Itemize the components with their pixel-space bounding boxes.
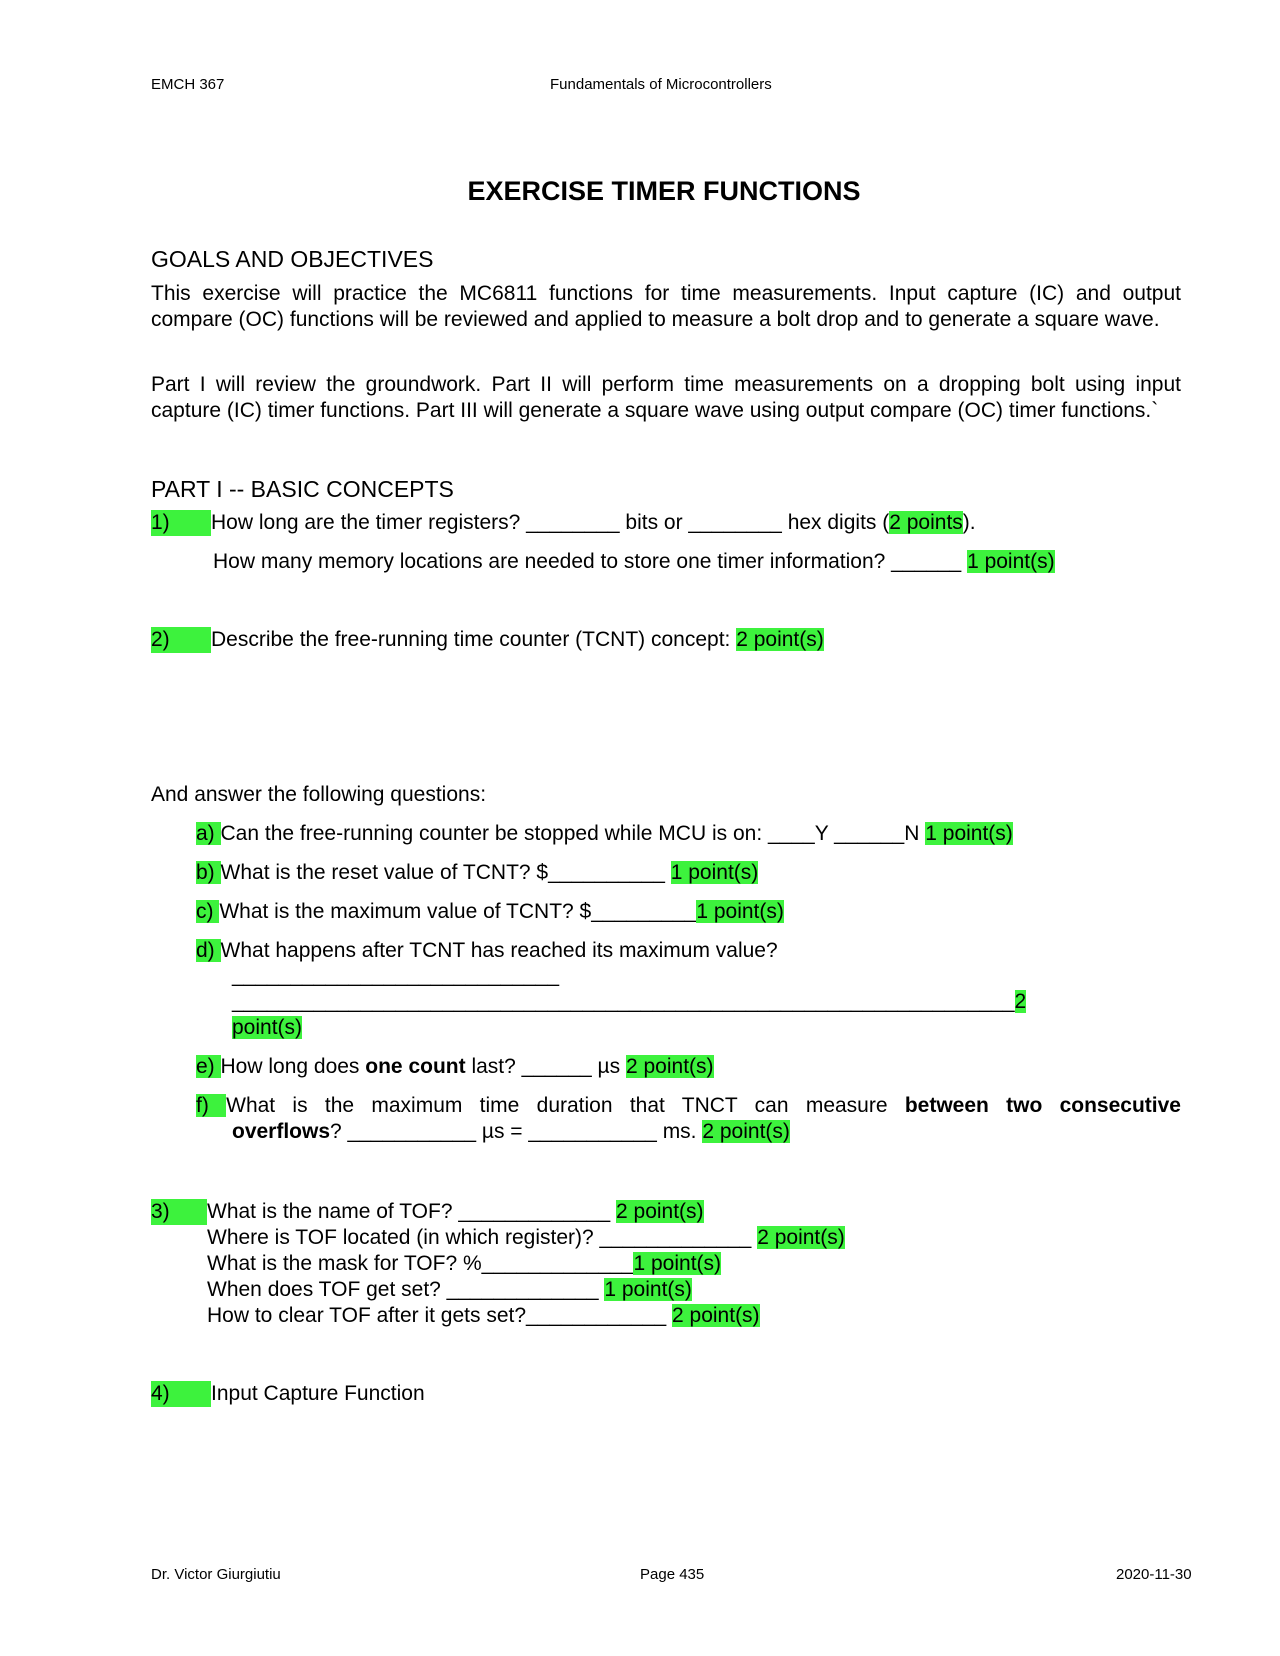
sub-text: What is the maximum value of TCNT? $_________ [219, 900, 697, 923]
points-badge: 1 point(s) [925, 822, 1013, 845]
points-badge: 2 point(s) [702, 1120, 790, 1143]
footer-page-number: Page 435 [640, 1566, 705, 1583]
sub-label: a) [196, 822, 221, 845]
sub-text-bold: one count [365, 1055, 466, 1078]
question-1 [151, 510, 976, 536]
question-4 [151, 1381, 425, 1407]
question-3-line [207, 1251, 721, 1277]
question-tail: ). [962, 511, 976, 534]
sub-label: c) [196, 900, 220, 923]
sub-text: How long does [220, 1055, 366, 1078]
points-badge: 2 point(s) [625, 1055, 714, 1078]
sub-text-post: last? ______ µs [465, 1055, 626, 1078]
sub-question-a [196, 821, 1013, 847]
sub-text-bold: overflows [232, 1120, 331, 1143]
sub-question-b [196, 860, 758, 886]
sub-text: What is the reset value of TCNT? $__________ [220, 861, 671, 884]
points-badge: 1 point(s) [604, 1278, 692, 1301]
question-text: What is the mask for TOF? %_____________ [207, 1252, 634, 1275]
question-text: Where is TOF located (in which register)? _____________ [207, 1226, 758, 1249]
points-badge: 1 point(s) [967, 550, 1055, 573]
question-text: When does TOF get set? _____________ [207, 1278, 605, 1301]
sub-question-d [196, 938, 778, 964]
sub-text: Can the free-running counter be stopped while MCU is on: ____Y ______N [220, 822, 926, 845]
question-text: How long are the timer registers? ________ bits or ________ hex digits ( [211, 511, 890, 534]
question-number: 2) [151, 627, 211, 653]
goals-heading: GOALS AND OBJECTIVES [151, 246, 434, 272]
question-1-line-2 [213, 549, 1055, 575]
sub-text: What is the maximum time duration that TNCT can measure [226, 1094, 905, 1117]
question-number: 4) [151, 1381, 211, 1407]
points-badge: 2 point(s) [616, 1200, 704, 1223]
question-number: 3) [151, 1199, 207, 1225]
points-badge: point(s) [232, 1016, 303, 1039]
question-2 [151, 627, 824, 653]
sub-question-f [196, 1093, 1181, 1119]
goals-paragraph-2: Part I will review the groundwork. Part II will perform time measurements on a dropping bolt using input capture (IC) timer functions. Part III will generate a square wave using output compare (OC) timer functions.` [151, 373, 1181, 422]
sub-text: What happens after TCNT has reached its maximum value? [220, 939, 778, 962]
sub-text-post: ? ___________ µs = ___________ ms. [330, 1120, 703, 1143]
question-3-line [207, 1199, 704, 1225]
points-badge: 2 point(s) [757, 1226, 845, 1249]
points-badge: 2 points [889, 511, 963, 534]
sub-question-e [196, 1054, 714, 1080]
question-text: What is the name of TOF? _____________ [207, 1200, 616, 1223]
sub-question-c [196, 899, 784, 925]
answer-line-text: ___________________________________________________________________ [232, 990, 1015, 1013]
goals-paragraph-1: This exercise will practice the MC6811 functions for time measurements. Input capture (IC) and output compare (OC) functions will be reviewed and applied to measure a bolt drop and to generate a square wave. [151, 282, 1181, 331]
points-badge: 2 point(s) [736, 628, 824, 651]
footer-author: Dr. Victor Giurgiutiu [151, 1566, 281, 1583]
question-3-line [207, 1225, 845, 1251]
answer-line [232, 989, 1026, 1015]
page-title: EXERCISE TIMER FUNCTIONS [467, 176, 861, 206]
sub-label: f) [196, 1094, 227, 1117]
question-3-number [151, 1199, 207, 1225]
header-course: EMCH 367 [151, 76, 225, 93]
points-badge: 1 point(s) [670, 861, 759, 884]
question-text: Describe the free-running time counter (TCNT) concept: [211, 628, 737, 651]
part1-heading: PART I -- BASIC CONCEPTS [151, 476, 454, 502]
sub-text-bold: between two consecutive [904, 1094, 1181, 1117]
points-continuation [232, 1015, 302, 1041]
question-3-line [207, 1277, 692, 1303]
answer-intro: And answer the following questions: [151, 783, 487, 806]
question-text: Input Capture Function [211, 1382, 425, 1405]
header-subject: Fundamentals of Microcontrollers [550, 76, 772, 93]
points-badge: 2 [1014, 990, 1027, 1013]
question-text: How many memory locations are needed to store one timer information? ______ [213, 550, 968, 573]
points-badge: 1 point(s) [633, 1252, 722, 1275]
points-badge: 2 point(s) [672, 1304, 760, 1327]
question-3-line [207, 1303, 760, 1329]
sub-label: e) [196, 1055, 221, 1078]
sub-label: b) [196, 861, 221, 884]
footer-date: 2020-11-30 [1116, 1566, 1192, 1583]
question-number: 1) [151, 510, 211, 536]
sub-label: d) [196, 939, 221, 962]
answer-line: ____________________________ [232, 964, 560, 987]
question-text: How to clear TOF after it gets set?____________ [207, 1304, 673, 1327]
points-badge: 1 point(s) [696, 900, 784, 923]
sub-question-f-line-2 [232, 1119, 790, 1145]
